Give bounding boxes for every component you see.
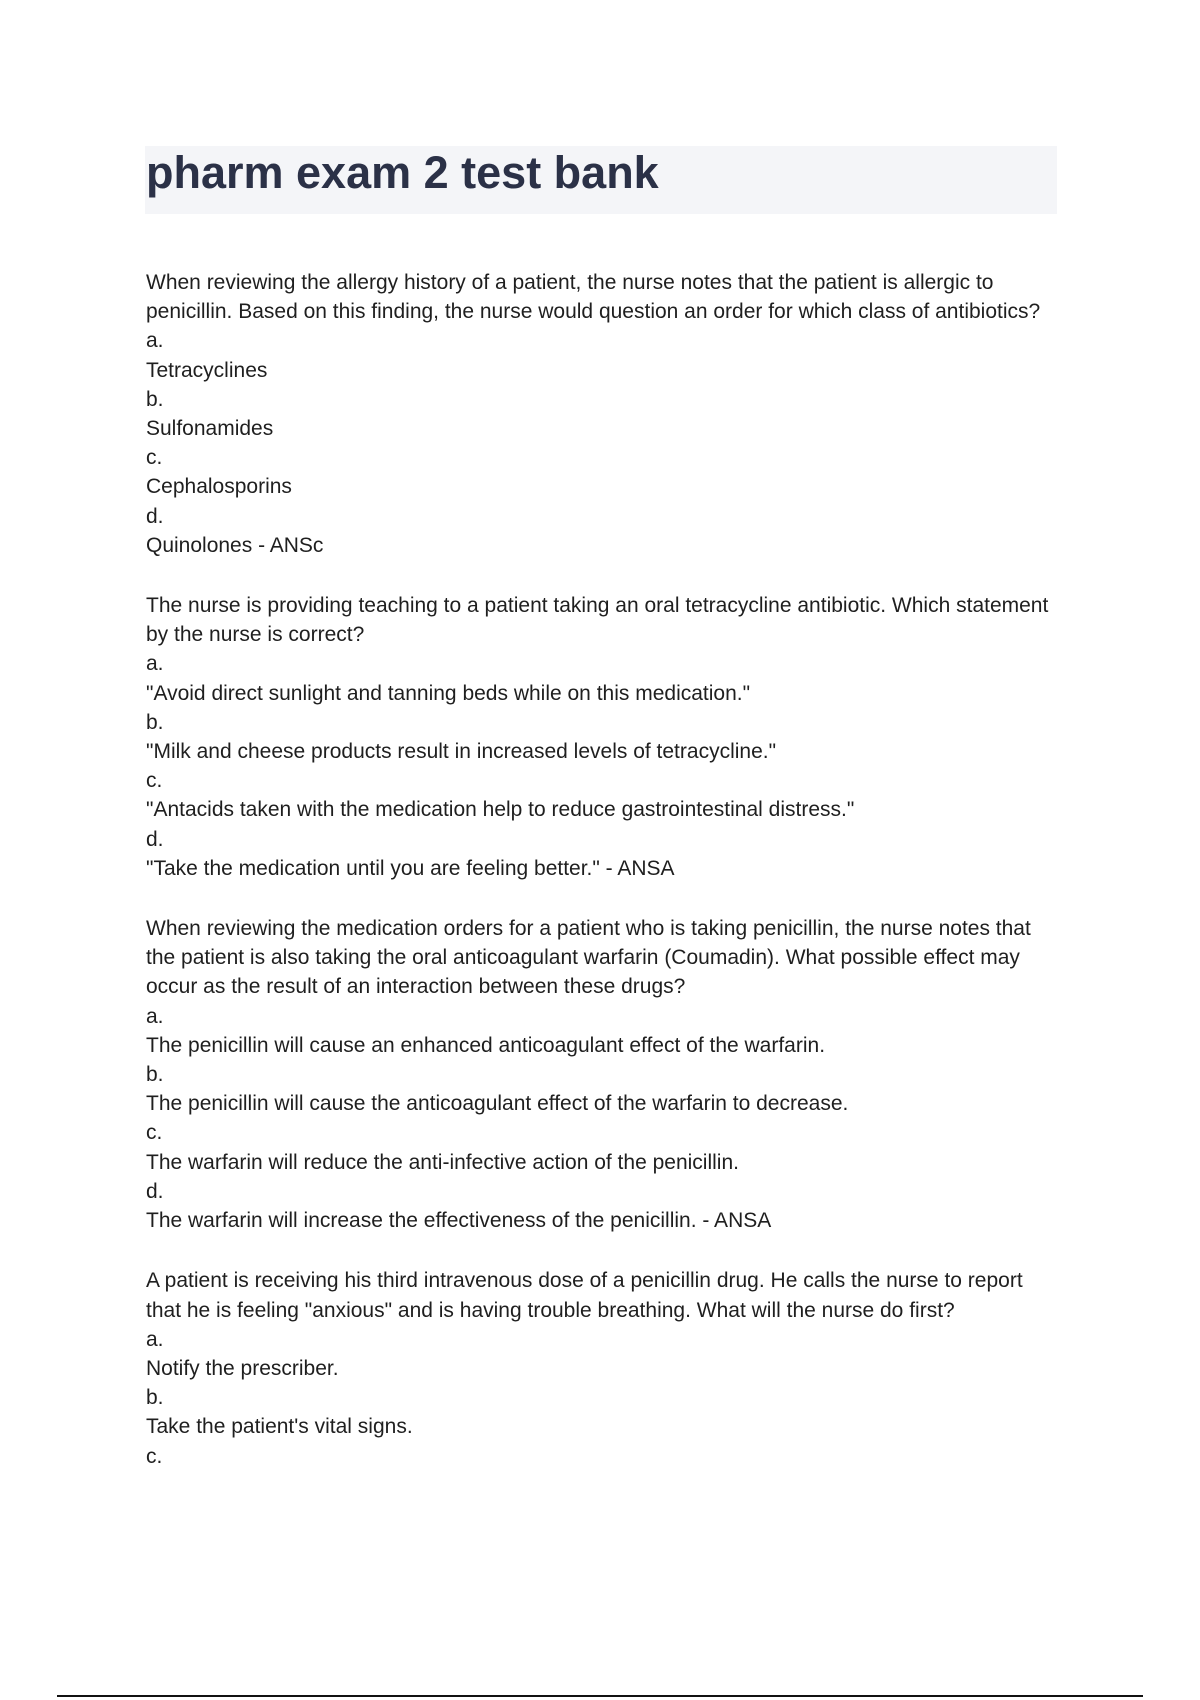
option-letter-c: c. xyxy=(146,769,163,793)
option-text-a: "Avoid direct sunlight and tanning beds while on this medication." xyxy=(146,681,751,705)
question-4 xyxy=(146,1266,1058,1470)
question-list xyxy=(146,268,1058,1502)
option-text-b: Take the patient's vital signs. xyxy=(146,1415,413,1439)
option-text-b: The penicillin will cause the anticoagulant effect of the warfarin to decrease. xyxy=(146,1092,849,1116)
option-text-d: The warfarin will increase the effectiveness of the penicillin. - ANSA xyxy=(146,1209,772,1233)
option-text-a: Tetracyclines xyxy=(146,358,268,382)
question-text: When reviewing the allergy history of a patient, the nurse notes that the patient is allergic to penicillin. Based on this finding, the nurse would question an order for which class of antibiotics? xyxy=(146,271,1041,324)
option-text-b: Sulfonamides xyxy=(146,417,274,441)
option-letter-d: d. xyxy=(146,1179,164,1203)
option-letter-b: b. xyxy=(146,710,164,734)
option-letter-d: d. xyxy=(146,504,164,528)
option-text-a: Notify the prescriber. xyxy=(146,1356,339,1380)
option-text-d: "Take the medication until you are feeling better." - ANSA xyxy=(146,856,675,880)
question-2 xyxy=(146,591,1058,883)
option-letter-d: d. xyxy=(146,827,164,851)
option-letter-c: c. xyxy=(146,1444,163,1468)
question-1 xyxy=(146,268,1058,560)
option-letter-c: c. xyxy=(146,1121,163,1145)
option-text-c: Cephalosporins xyxy=(146,475,292,499)
option-text-b: "Milk and cheese products result in increased levels of tetracycline." xyxy=(146,740,777,764)
question-text: A patient is receiving his third intravenous dose of a penicillin drug. He calls the nurse to report that he is feeling "anxious" and is having trouble breathing. What will the nurse do first? xyxy=(146,1269,1023,1322)
option-letter-b: b. xyxy=(146,387,164,411)
option-text-d: Quinolones - ANSc xyxy=(146,533,324,557)
question-text: The nurse is providing teaching to a patient taking an oral tetracycline antibiotic. Which statement by the nurse is correct? xyxy=(146,594,1049,647)
option-letter-a: a. xyxy=(146,1004,164,1028)
option-letter-a: a. xyxy=(146,329,164,353)
question-text: When reviewing the medication orders for a patient who is taking penicillin, the nurse notes that the patient is also taking the oral anticoagulant warfarin (Coumadin). What possible effect may occur as the result of an interaction between these drugs? xyxy=(146,917,1031,999)
option-text-c: The warfarin will reduce the anti-infective action of the penicillin. xyxy=(146,1150,739,1174)
option-letter-b: b. xyxy=(146,1386,164,1410)
footer-divider xyxy=(57,1695,1143,1697)
option-letter-a: a. xyxy=(146,652,164,676)
option-text-a: The penicillin will cause an enhanced anticoagulant effect of the warfarin. xyxy=(146,1033,826,1057)
question-3 xyxy=(146,914,1058,1235)
option-letter-a: a. xyxy=(146,1327,164,1351)
page-title: pharm exam 2 test bank xyxy=(146,147,659,198)
option-text-c: "Antacids taken with the medication help to reduce gastrointestinal distress." xyxy=(146,798,855,822)
option-letter-b: b. xyxy=(146,1063,164,1087)
option-letter-c: c. xyxy=(146,446,163,470)
